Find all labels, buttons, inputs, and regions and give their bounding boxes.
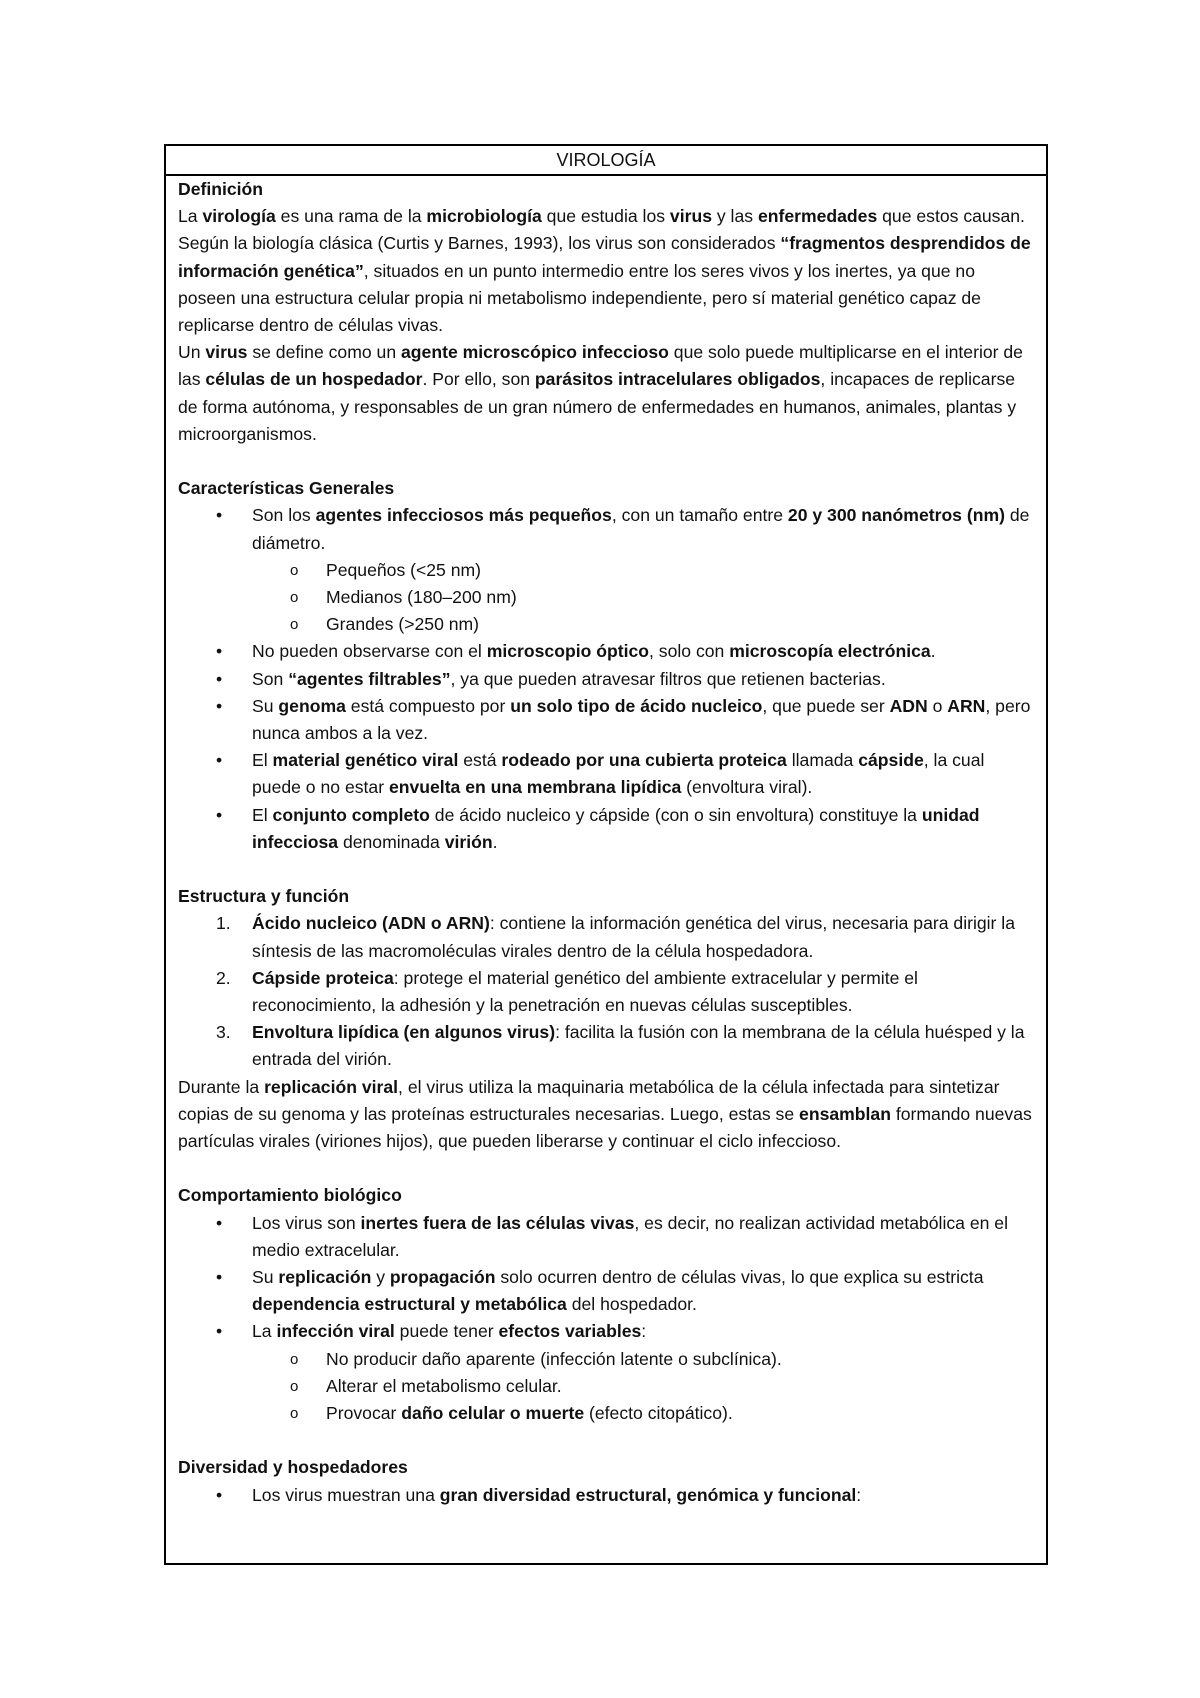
bold-text: cápside [858, 750, 924, 771]
sub-list [252, 1346, 1036, 1428]
list-item: • Su genoma está compuesto por un solo tipo de ácido nucleico, que puede ser ADN o ARN, pero nunca ambos a la vez. [252, 693, 1036, 747]
list-item: • Los virus muestran una gran diversidad estructural, genómica y funcional: [252, 1482, 1036, 1509]
bold-text: efectos variables [498, 1321, 642, 1342]
numbered-item [216, 1019, 1036, 1073]
bold-text: microbiología [426, 206, 542, 227]
bold-text: Cápside proteica [252, 967, 394, 988]
spacer [178, 448, 1036, 475]
numbered-list [178, 910, 1036, 1073]
numbered-item [216, 965, 1036, 1019]
bold-text: daño celular o muerte [401, 1403, 585, 1424]
list-item: • El material genético viral está rodeado por una cubierta proteica llamada cápside, la cual puede o no estar envuelta en una membrana lipídica (envoltura viral). [252, 747, 1036, 801]
bold-text: células de un hospedador [205, 369, 423, 390]
bold-text: propagación [389, 1267, 496, 1288]
list-item: • Su replicación y propagación solo ocurren dentro de células vivas, lo que explica su estricta dependencia estructural y metabólica del hospedador. [252, 1264, 1036, 1318]
spacer [178, 1427, 1036, 1454]
numbered-item-text: Cápside proteica: protege el material genético del ambiente extracelular y permite el reconocimiento, la adhesión y la penetración en nuevas células susceptibles. [252, 967, 918, 1016]
document-body [166, 176, 1046, 1509]
bold-text: agente microscópico infeccioso [401, 342, 669, 363]
bullet-list [178, 1482, 1036, 1509]
sub-list [252, 557, 1036, 639]
bold-text: ADN [889, 695, 928, 716]
list-item: • Son “agentes filtrables”, ya que pueden atravesar filtros que retienen bacterias. [252, 666, 1036, 693]
sub-list-item: o Alterar el metabolismo celular. [326, 1373, 1036, 1400]
sub-list-item: o Provocar daño celular o muerte (efecto citopático). [326, 1400, 1036, 1427]
bold-text: rodeado por una cubierta proteica [501, 750, 787, 771]
bold-text: genoma [278, 695, 346, 716]
bold-text: replicación viral [264, 1076, 399, 1097]
item-number: 3. [216, 1022, 231, 1043]
spacer [178, 856, 1036, 883]
sub-list-item: o No producir daño aparente (infección latente o subclínica). [326, 1346, 1036, 1373]
section-heading-caracteristicas: Características Generales [178, 478, 395, 499]
sub-list-item: o Pequeños (<25 nm) [326, 557, 1036, 584]
paragraph: Un virus se define como un agente microscópico infeccioso que solo puede multiplicarse en el interior de las células de un hospedador. Por ello, son parásitos intracelulares obligados, incapaces de replicarse de forma autónoma, y responsables de un gran número de enfermedades en humanos, animales, plantas y microorganismos. [178, 342, 1023, 444]
bold-text: “fragmentos desprendidos de información genética” [178, 233, 1031, 281]
document-title: VIROLOGÍA [166, 146, 1046, 176]
bold-text: parásitos intracelulares obligados [534, 369, 821, 390]
list-item: • No pueden observarse con el microscopio óptico, solo con microscopía electrónica. [252, 638, 1036, 665]
list-item [252, 502, 1036, 638]
section-heading-definicion: Definición [178, 179, 264, 199]
bold-text: Envoltura lipídica (en algunos virus) [252, 1022, 556, 1043]
bold-text: enfermedades [757, 206, 878, 227]
paragraph: Según la biología clásica (Curtis y Barnes, 1993), los virus son considerados “fragmentos desprendidos de información genética”, situados en un punto intermedio entre los seres vivos y los inertes, ya que no poseen una estructura celular propia ni metabolismo independiente, pero sí material genético capaz de replicarse dentro de células vivas. [178, 233, 1031, 336]
bold-text: gran diversidad estructural, genómica y funcional [439, 1484, 857, 1505]
section-heading-diversidad: Diversidad y hospedadores [178, 1457, 408, 1478]
bold-text: replicación [278, 1267, 372, 1288]
list-item: • Los virus son inertes fuera de las células vivas, es decir, no realizan actividad metabólica en el medio extracelular. [252, 1210, 1036, 1264]
bold-text: ensamblan [799, 1103, 891, 1124]
numbered-item-text: Ácido nucleico (ADN o ARN): contiene la información genética del virus, necesaria para dirigir la síntesis de las macromoléculas virales dentro de la célula hospedadora. [252, 913, 1016, 961]
list-item-text: La infección viral puede tener efectos variables: [252, 1321, 647, 1342]
bold-text: microscopio óptico [486, 641, 650, 662]
bold-text: dependencia estructural y metabólica [252, 1294, 567, 1315]
bold-text: infección viral [276, 1321, 395, 1342]
list-item: • El conjunto completo de ácido nucleico y cápside (con o sin envoltura) constituye la unidad infecciosa denominada virión. [252, 802, 1036, 856]
bold-text: microscopía electrónica [729, 641, 931, 662]
item-number: 1. [216, 913, 231, 934]
paragraph: La virología es una rama de la microbiología que estudia los virus y las enfermedades que estos causan. [178, 206, 1025, 227]
bold-text: virus [669, 206, 712, 227]
spacer [178, 1155, 1036, 1182]
bold-text: conjunto completo [272, 804, 430, 825]
bold-text: virión [444, 831, 493, 852]
bullet-list [178, 1210, 1036, 1428]
list-item [252, 1318, 1036, 1427]
paragraph: Durante la replicación viral, el virus utiliza la maquinaria metabólica de la célula infectada para sintetizar copias de su genoma y las proteínas estructurales necesarias. Luego, estas se ensamblan formando nuevas partículas virales (viriones hijos), que pueden liberarse y continuar el ciclo infeccioso. [178, 1076, 1032, 1152]
section-heading-estructura: Estructura y función [178, 886, 350, 907]
bold-text: 20 y 300 nanómetros (nm) [787, 505, 1005, 526]
bold-text: inertes fuera de las células vivas [360, 1212, 635, 1233]
bold-text: ARN [947, 695, 986, 716]
sub-list-item: o Grandes (>250 nm) [326, 611, 1036, 638]
section-heading-comportamiento: Comportamiento biológico [178, 1185, 402, 1206]
numbered-item [216, 910, 1036, 964]
bold-text: Ácido nucleico (ADN o ARN) [252, 913, 490, 934]
list-item-text: Son los agentes infecciosos más pequeños, con un tamaño entre 20 y 300 nanómetros (nm) de diámetro. [252, 505, 1030, 553]
bold-text: agentes infecciosos más pequeños [315, 505, 612, 526]
bold-text: material genético viral [272, 750, 459, 771]
bold-text: “agentes filtrables” [288, 668, 451, 689]
bold-text: unidad infecciosa [252, 804, 980, 852]
bold-text: un solo tipo de ácido nucleico [510, 695, 763, 716]
bold-text: virus [205, 342, 248, 363]
item-number: 2. [216, 967, 231, 988]
bullet-list [178, 502, 1036, 856]
document-frame [164, 144, 1048, 1565]
numbered-item-text: Envoltura lipídica (en algunos virus): facilita la fusión con la membrana de la célula huésped y la entrada del virión. [252, 1022, 1025, 1070]
bold-text: virología [202, 206, 276, 227]
bold-text: envuelta en una membrana lipídica [388, 777, 682, 798]
sub-list-item: o Medianos (180–200 nm) [326, 584, 1036, 611]
